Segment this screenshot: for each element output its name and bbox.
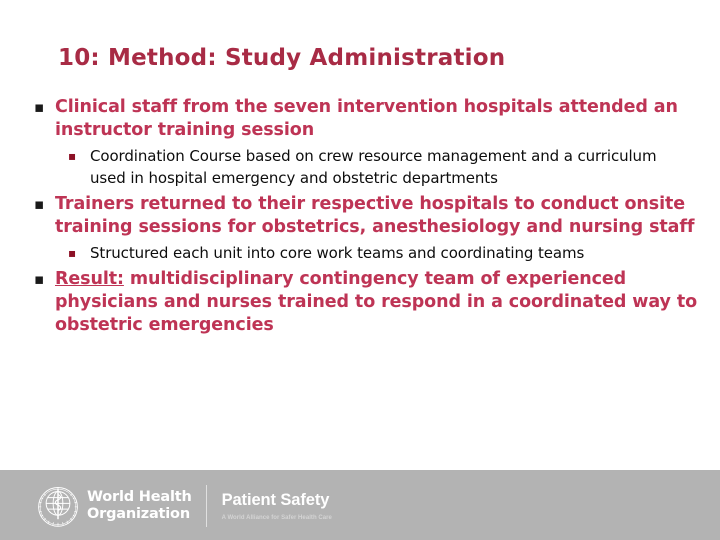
page-title: 10: Method: Study Administration [58,45,506,71]
patient-safety-tagline: A World Alliance for Safer Health Care [221,514,332,521]
patient-safety-title: Patient Safety [221,490,330,509]
list-item-text: Coordination Course based on crew resource management and a curriculum used in hospital emergency and obstetric departments [90,147,657,187]
list-item [0,145,720,189]
bullet-square-icon: ▪ [34,98,45,116]
list-item [0,268,720,337]
who-wordmark [87,489,192,523]
list-item-text-result [55,268,702,337]
patient-safety-brand [222,490,332,523]
footer-logo-group [36,483,332,529]
bullet-square-icon: ▪ [34,270,45,288]
list-item [0,242,720,264]
bullet-square-icon: ▪ [34,195,45,213]
bullet-list [0,96,720,338]
list-item-text: Trainers returned to their respective hospitals to conduct onsite training sessions for obstetrics, anesthesiology and nursing staff [55,194,695,237]
result-label: Result: [55,269,124,289]
bullet-square-icon: ▪ [68,149,77,163]
footer-band [0,470,720,540]
list-item [0,96,720,142]
list-item-text: Structured each unit into core work teams and coordinating teams [90,244,585,262]
list-item [0,193,720,239]
who-wordmark-line2: Organization [87,506,190,522]
list-item-text: Clinical staff from the seven intervention hospitals attended an instructor training session [55,97,678,140]
result-body: multidisciplinary contingency team of experienced physicians and nurses trained to respond in a coordinated way to obstetric emergencies [55,269,698,335]
who-wordmark-line1: World Health [87,489,192,505]
who-emblem-icon [36,484,80,528]
bullet-square-icon: ▪ [68,246,77,260]
footer-divider [206,485,207,527]
